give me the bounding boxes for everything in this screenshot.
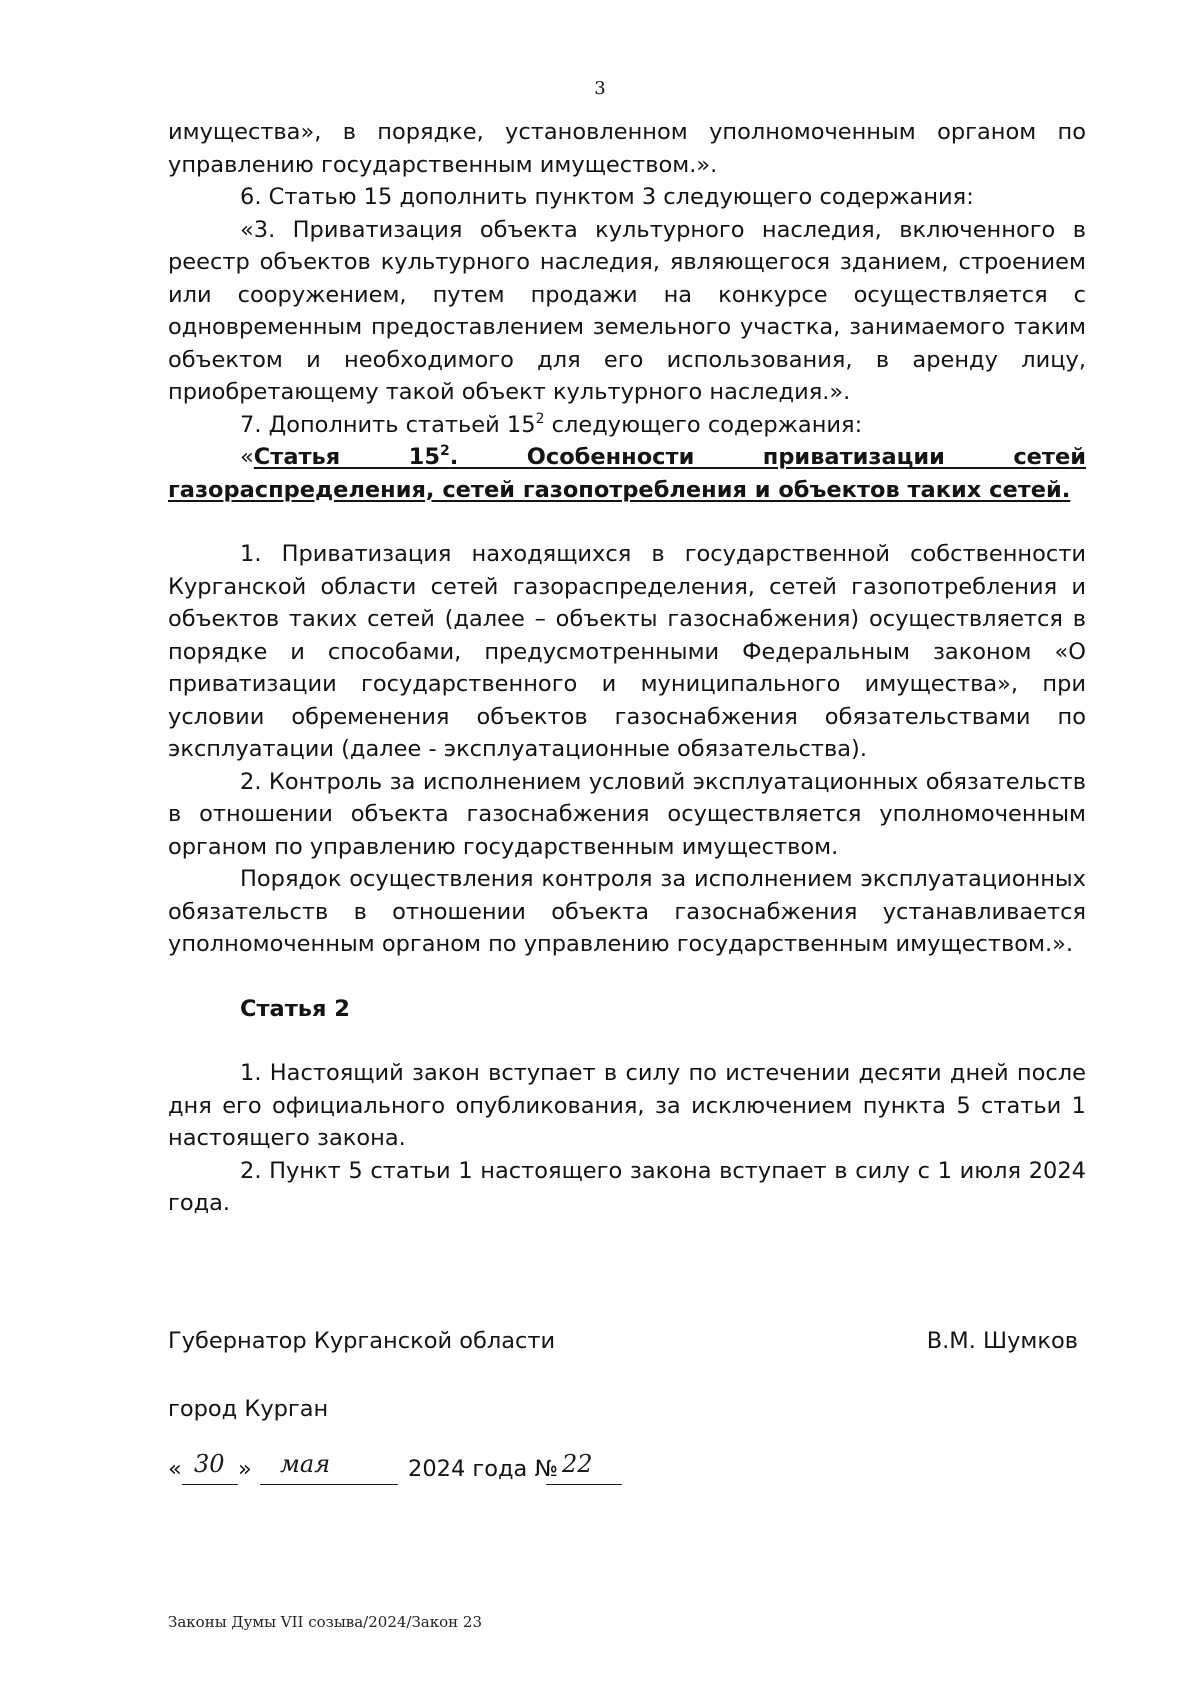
paragraph-item-6-content: «3. Приватизация объекта культурного наследия, включенного в реестр объектов культурного наследия, являющегося зданием, строением или сооружением, путем продажи на конкурсе осуществляется с одновременным предоставлением земельного участка, занимаемого таким объектом и необходимого для его использования, в аренду лицу, приобретающему такой объект культурного наследия.». [168,216,1086,405]
number-underline [546,1484,622,1485]
heading-title-end: . Особенности приватизации сетей газораспределения, сетей газопотребления и объектов таких сетей. [168,444,1086,503]
footer-file-reference: Законы Думы VII созыва/2024/Закон 23 [168,1613,483,1631]
paragraph-15-2-item-2: 2. Контроль за исполнением условий эксплуатационных обязательств в отношении объекта газоснабжения осуществляется уполномоченным органом по управлению государственным имуществом. [168,768,1086,860]
law-text [168,116,1086,1220]
paragraph-item-6: 6. Статью 15 дополнить пунктом 3 следующего содержания: [240,184,974,210]
page-number: 3 [594,78,606,99]
article-2-item-1: 1. Настоящий закон вступает в силу по истечении десяти дней после дня его официального опубликования, за исключением пункта 5 статьи 1 настоящего закона. [168,1060,1086,1151]
article-2-item-2: 2. Пункт 5 статьи 1 настоящего закона вступает в силу с 1 июля 2024 года. [168,1157,1086,1216]
paragraph-continuation: имущества», в порядке, установленном уполномоченным органом по управлению государственным имуществом.». [168,119,1086,178]
item-7-text-start: 7. Дополнить статьей 15 [240,411,536,438]
spacer [168,1025,1086,1057]
law-number-handwritten: 22 [562,1450,593,1478]
day-underline [182,1484,238,1485]
paragraph-item-7 [168,409,1086,442]
date-month-handwritten: мая [280,1450,331,1478]
date-year-text: 2024 года № [408,1456,558,1482]
article-2-title: Статья 2 [240,995,350,1022]
date-close-quote: » [238,1456,252,1482]
spacer [168,961,1086,993]
signatory-name: В.М. Шумков [926,1328,1078,1354]
heading-superscript: 2 [440,443,450,459]
heading-title-start: Статья 15 [253,444,440,470]
date-line [168,1450,768,1496]
month-underline [260,1484,398,1485]
item-7-text-end: следующего содержания: [544,411,863,438]
item-7-superscript: 2 [535,410,545,427]
paragraph-15-2-item-1: 1. Приватизация находящихся в государственной собственности Курганской области сетей газораспределения, сетей газопотребления и объектов таких сетей (далее – объекты газоснабжения) осуществляется в порядке и способами, предусмотренными Федеральным законом «О приватизации государственного и муниципального имущества», при условии обременения объектов газоснабжения обязательствами по эксплуатации (далее - эксплуатационные обязательства). [168,541,1086,762]
city-line: город Курган [168,1396,329,1422]
heading-open-quote: « [240,444,254,470]
date-day-handwritten: 30 [194,1450,225,1478]
heading-title [168,444,1086,503]
date-open-quote: « [168,1456,182,1482]
paragraph-control-procedure: Порядок осуществления контроля за исполнением эксплуатационных обязательств в отношении объекта газоснабжения устанавливается уполномоченным органом по управлению государственным имуществом.». [168,866,1086,957]
signatory-position: Губернатор Курганской области [168,1328,556,1354]
article-15-2-heading [168,441,1086,506]
spacer [168,506,1086,538]
